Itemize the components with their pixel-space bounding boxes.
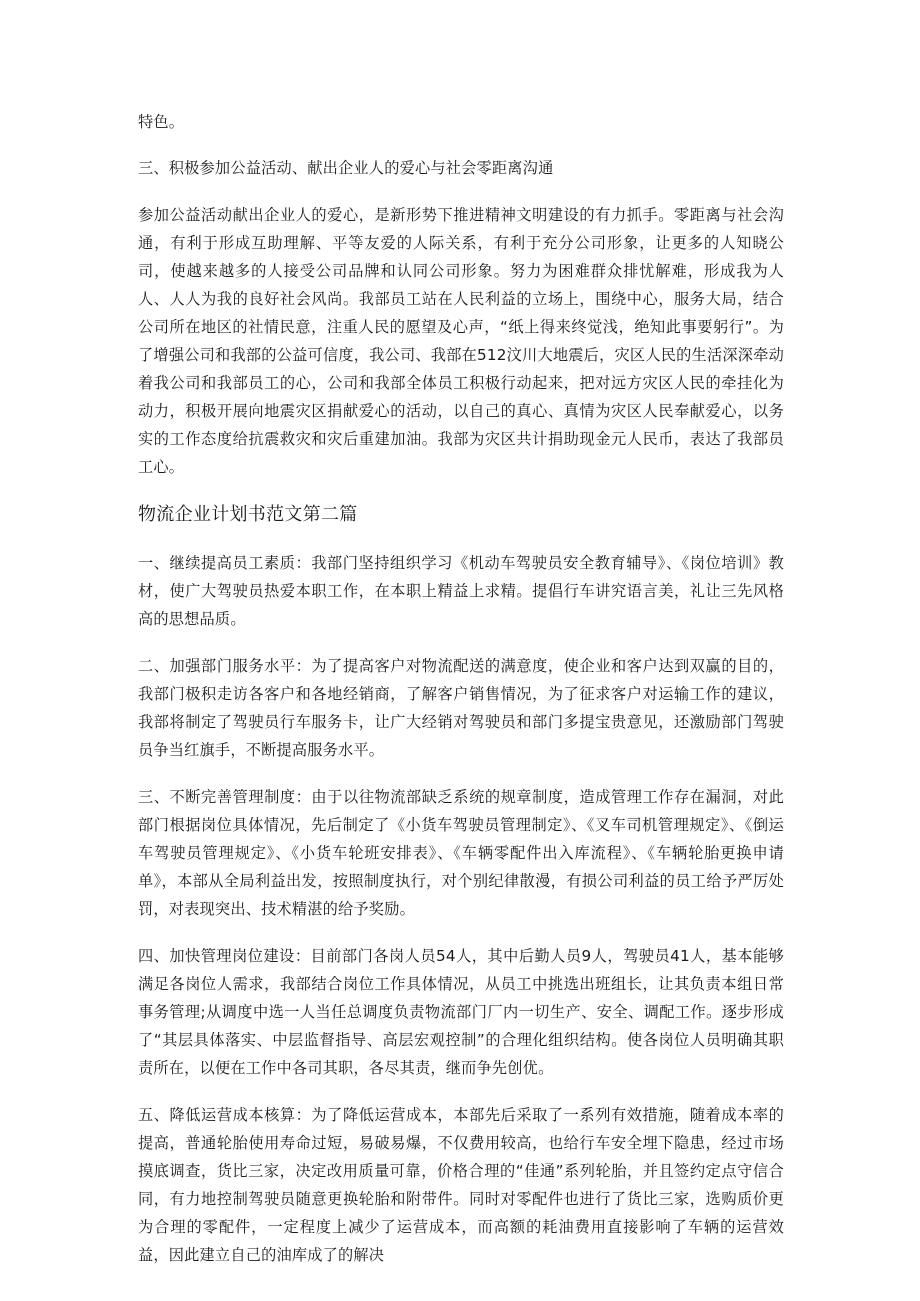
document-page <box>138 108 784 1269</box>
item-5: 五、降低运营成本核算：为了降低运营成本，本部先后采取了一系列有效措施，随着成本率的提高，普通轮胎使用寿命过短，易破易爆，不仅费用较高，也给行车安全埋下隐患，经过市场摸底调查，货比三家，决定改用质量可靠，价格合理的“佳通”系列轮胎，并且签约定点守信合同，有力地控制驾驶员随意更换轮胎和附带件。同时对零配件也进行了货比三家，选购质价更为合理的零配件，一定程度上减少了运营成本，而高额的耗油费用直接影响了车辆的运营效益，因此建立自己的油库成了的解决 <box>138 1106 784 1264</box>
section-heading-3: 三、积极参加公益活动、献出企业人的爱心与社会零距离沟通 <box>138 159 554 177</box>
section-3-body: 参加公益活动献出企业人的爱心，是新形势下推进精神文明建设的有力抓手。零距离与社会沟通，有利于形成互助理解、平等友爱的人际关系，有利于充分公司形象，让更多的人知晓公司，使越来越多的人接受公司品牌和认同公司形象。努力为困难群众排忧解难，形成我为人人、人人为我的良好社会风尚。我部员工站在人民利益的立场上，围绕中心，服务大局，结合公司所在地区的社情民意，注重人民的愿望及心声，“纸上得来终觉浅，绝知此事要躬行”。为了增强公司和我部的公益可信度，我公司、我部在512汶川大地震后，灾区人民的生活深深牵动着我公司和我部员工的心，公司和我部全体员工积极行动起来，把对远方灾区人民的牵挂化为动力，积极开展向地震灾区捐献爱心的活动，以自己的真心、真情为灾区人民奉献爱心，以务实的工作态度给抗震救灾和灾后重建加油。我部为灾区共计捐助现金元人民币，表达了我部员工心。 <box>138 206 784 476</box>
item-3: 三、不断完善管理制度：由于以往物流部缺乏系统的规章制度，造成管理工作存在漏洞，对此部门根据岗位具体情况，先后制定了《小货车驾驶员管理制定》、《叉车司机管理规定》、《倒运车驾驶员管理规定》、《小货车轮班安排表》、《车辆零配件出入库流程》、《车辆轮胎更换申请单》，本部从全局利益出发，按照制度执行，对个别纪律散漫，有损公司利益的员工给予严厉处罚，对表现突出、技术精湛的给予奖励。 <box>138 788 784 918</box>
item-2: 二、加强部门服务水平：为了提高客户对物流配送的满意度，使企业和客户达到双赢的目的，我部门极积走访各客户和各地经销商，了解客户销售情况，为了征求客户对运输工作的建议，我部将制定了驾驶员行车服务卡，让广大经销对驾驶员和部门多提宝贵意见，还激励部门驾驶员争当红旗手，不断提高服务水平。 <box>138 657 784 759</box>
paragraph-tail: 特色。 <box>138 113 185 131</box>
article-title: 物流企业计划书范文第二篇 <box>138 504 358 525</box>
item-1: 一、继续提高员工素质：我部门坚持组织学习《机动车驾驶员安全教育辅导》、《岗位培训》教材，使广大驾驶员热爱本职工作，在本职上精益上求精。提倡行车讲究语言美，礼让三先风格高的思想品质。 <box>138 554 784 628</box>
item-4: 四、加快管理岗位建设：目前部门各岗人员54人，其中后勤人员9人，驾驶员41人，基本能够满足各岗位人需求，我部结合岗位工作具体情况，从员工中挑选出班组长，让其负责本组日常事务管理;从调度中选一人当任总调度负责物流部门厂内一切生产、安全、调配工作。逐步形成了“其层具体落实、中层监督指导、高层宏观控制”的合理化组织结构。使各岗位人员明确其职责所在，以便在工作中各司其职，各尽其责，继而争先创优。 <box>138 947 784 1077</box>
